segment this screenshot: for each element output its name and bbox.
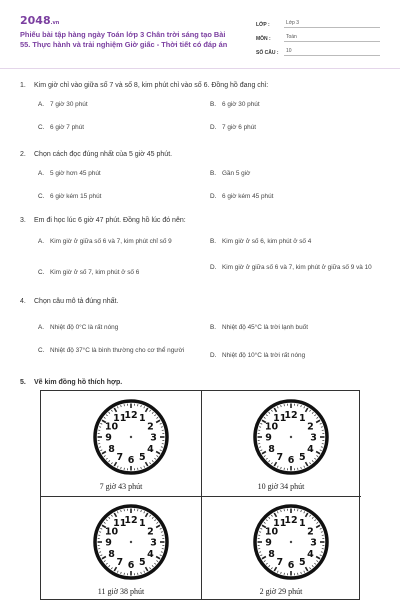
clock-number: 5: [298, 556, 306, 568]
option-letter: D.: [210, 352, 217, 359]
clock-number: 12: [124, 410, 138, 421]
site-logo[interactable]: [20, 14, 59, 27]
clock-number: 8: [108, 443, 115, 455]
clock-number: 11: [113, 518, 127, 530]
option-letter: D.: [210, 124, 217, 131]
option-letter: B.: [210, 101, 217, 108]
count-label: SỐ CÂU :: [256, 50, 279, 56]
meta-class-row: [256, 14, 380, 28]
option-a[interactable]: [38, 237, 208, 246]
clock-number: 6: [127, 455, 135, 466]
clock-number: 2: [307, 526, 314, 538]
option-a[interactable]: [38, 100, 88, 109]
option-c[interactable]: [38, 268, 208, 277]
clock-number: 1: [138, 518, 146, 530]
clock-number: 11: [113, 413, 127, 425]
option-c[interactable]: [38, 123, 84, 132]
clock-face-icon[interactable]: [91, 397, 171, 477]
clock-center-dot: [290, 436, 292, 438]
question-text: [20, 150, 380, 159]
clock-number: 4: [307, 548, 314, 560]
option-c[interactable]: [38, 192, 101, 201]
option-text: 5 giờ hơn 45 phút: [50, 170, 101, 177]
option-d[interactable]: [210, 351, 380, 360]
logo-suffix: .vn: [50, 20, 60, 26]
clock-face-icon[interactable]: [251, 502, 331, 582]
option-text: Kim giờ ở số 6, kim phút ở số 4: [222, 238, 312, 245]
clock-number: 7: [116, 556, 124, 568]
clock-time-label: 2 giờ 29 phút: [259, 587, 303, 596]
option-b[interactable]: [210, 323, 380, 332]
option-text: 6 giờ 30 phút: [222, 101, 260, 108]
count-value: 10: [284, 48, 380, 56]
option-letter: B.: [210, 324, 217, 331]
option-letter: D.: [210, 193, 217, 200]
option-text: 6 giờ 7 phút: [50, 124, 85, 131]
clock-center-dot: [290, 541, 292, 543]
option-letter: C.: [38, 347, 45, 354]
clock-number: 2: [147, 421, 154, 433]
class-value: Lớp 3: [284, 20, 380, 28]
logo-text: 2048: [20, 14, 51, 27]
clock-number: 1: [298, 413, 306, 425]
clock-number: 8: [108, 548, 115, 560]
worksheet-title: Phiếu bài tập hàng ngày Toán lớp 3 Chân trời sáng tạo Bài 55. Thực hành và trải nghiệm Giờ giấc - Thời tiết có đáp án: [20, 30, 228, 49]
clock-grid: [40, 390, 360, 600]
clock-number: 7: [276, 556, 284, 568]
clock-number: 1: [138, 413, 146, 425]
question-3: [20, 216, 380, 276]
option-text: 7 giờ 30 phút: [50, 101, 88, 108]
clock-cell-1: [41, 391, 201, 496]
question-2: [20, 150, 380, 200]
clock-number: 7: [116, 451, 124, 463]
option-text: 7 giờ 6 phút: [222, 124, 257, 131]
subject-label: MÔN :: [256, 36, 271, 42]
option-text: 6 giờ kém 15 phút: [50, 193, 102, 200]
clock-number: 12: [284, 515, 298, 526]
option-d[interactable]: [210, 192, 273, 201]
option-text: Kim giờ ở số 7, kim phút ở số 6: [50, 269, 140, 276]
clock-number: 4: [147, 548, 154, 560]
clock-number: 7: [276, 451, 284, 463]
clock-cell-3: [41, 496, 201, 600]
option-letter: B.: [210, 170, 217, 177]
option-text: Nhiệt độ 37°C là bình thường cho cơ thể người: [50, 347, 185, 354]
worksheet-header: [20, 14, 380, 60]
option-d[interactable]: [210, 263, 375, 272]
question-number: 4.: [20, 298, 26, 305]
question-text: [20, 297, 380, 306]
question-1: [20, 81, 380, 131]
clock-number: 11: [273, 413, 287, 425]
option-text: Nhiệt độ 10°C là trời rất nóng: [222, 352, 306, 359]
clock-number: 3: [310, 432, 317, 444]
clock-number: 4: [147, 443, 154, 455]
option-text: Kim giờ ở giữa số 6 và 7, kim phút ở giữa số 9 và 10: [222, 264, 372, 271]
class-label: LỚP :: [256, 22, 270, 28]
clock-number: 10: [264, 526, 279, 538]
clock-face-icon[interactable]: [251, 397, 331, 477]
question-4: [20, 297, 380, 359]
clock-number: 2: [147, 526, 154, 538]
clock-number: 4: [307, 443, 314, 455]
clock-number: 9: [105, 537, 112, 549]
clock-number: 9: [105, 432, 112, 444]
question-number: 2.: [20, 151, 26, 158]
option-a[interactable]: [38, 169, 101, 178]
option-text: Kim giờ ở giữa số 6 và 7, kim phút chỉ số 9: [50, 238, 172, 245]
option-letter: A.: [38, 324, 45, 331]
option-b[interactable]: [210, 237, 370, 246]
clock-face-icon[interactable]: [91, 502, 171, 582]
clock-number: 2: [307, 421, 314, 433]
question-prompt: Chọn câu mô tả đúng nhất.: [34, 298, 119, 305]
question-text: [20, 378, 380, 387]
clock-time-label: 11 giờ 38 phút: [97, 587, 145, 596]
question-prompt: Em đi học lúc 6 giờ 47 phút. Đồng hồ lúc đó nên:: [34, 217, 186, 224]
question-text: [20, 216, 380, 225]
option-d[interactable]: [210, 123, 256, 132]
clock-number: 3: [150, 432, 157, 444]
clock-number: 10: [264, 421, 279, 433]
option-letter: C.: [38, 269, 45, 276]
clock-number: 6: [287, 455, 295, 466]
clock-cell-2: [201, 391, 361, 496]
option-letter: A.: [38, 101, 45, 108]
clock-number: 10: [104, 526, 119, 538]
clock-number: 1: [298, 518, 306, 530]
clock-cell-4: [201, 496, 361, 600]
clock-number: 3: [150, 537, 157, 549]
clock-number: 5: [138, 556, 146, 568]
option-text: Nhiệt độ 0°C là rất nóng: [50, 324, 119, 331]
clock-number: 5: [298, 451, 306, 463]
option-letter: B.: [210, 238, 217, 245]
header-divider: [0, 68, 400, 69]
question-number: 3.: [20, 217, 26, 224]
question-text: [20, 81, 380, 90]
question-prompt: Vẽ kim đồng hồ thích hợp.: [34, 379, 123, 386]
clock-center-dot: [130, 541, 132, 543]
question-prompt: Chọn cách đọc đúng nhất của 5 giờ 45 phút.: [34, 151, 173, 158]
clock-number: 6: [287, 560, 295, 571]
question-5: [20, 378, 380, 387]
clock-number: 3: [310, 537, 317, 549]
clock-number: 10: [104, 421, 119, 433]
clock-number: 12: [124, 515, 138, 526]
question-prompt: Kim giờ chỉ vào giữa số 7 và số 8, kim phút chỉ vào số 6. Đồng hồ đang chỉ:: [34, 82, 269, 89]
clock-number: 8: [268, 548, 275, 560]
meta-subject-row: [256, 28, 380, 42]
option-letter: A.: [38, 238, 45, 245]
option-b[interactable]: [210, 169, 250, 178]
question-number: 1.: [20, 82, 26, 89]
option-text: 6 giờ kém 45 phút: [222, 193, 274, 200]
clock-number: 9: [265, 537, 272, 549]
option-b[interactable]: [210, 100, 260, 109]
question-number: 5.: [20, 379, 26, 386]
option-letter: C.: [38, 193, 45, 200]
clock-number: 5: [138, 451, 146, 463]
option-letter: C.: [38, 124, 45, 131]
clock-number: 8: [268, 443, 275, 455]
clock-time-label: 7 giờ 43 phút: [99, 482, 143, 491]
clock-number: 11: [273, 518, 287, 530]
option-text: Gần 5 giờ: [222, 170, 251, 177]
meta-count-row: [256, 42, 380, 56]
option-c[interactable]: [38, 346, 208, 355]
option-letter: D.: [210, 264, 217, 271]
clock-center-dot: [130, 436, 132, 438]
clock-time-label: 10 giờ 34 phút: [257, 482, 305, 491]
subject-value: Toán: [284, 34, 380, 42]
clock-number: 9: [265, 432, 272, 444]
clock-number: 12: [284, 410, 298, 421]
option-text: Nhiệt độ 45°C là trời lạnh buốt: [222, 324, 308, 331]
clock-number: 6: [127, 560, 135, 571]
option-letter: A.: [38, 170, 45, 177]
worksheet-meta: [256, 14, 380, 56]
option-a[interactable]: [38, 323, 208, 332]
